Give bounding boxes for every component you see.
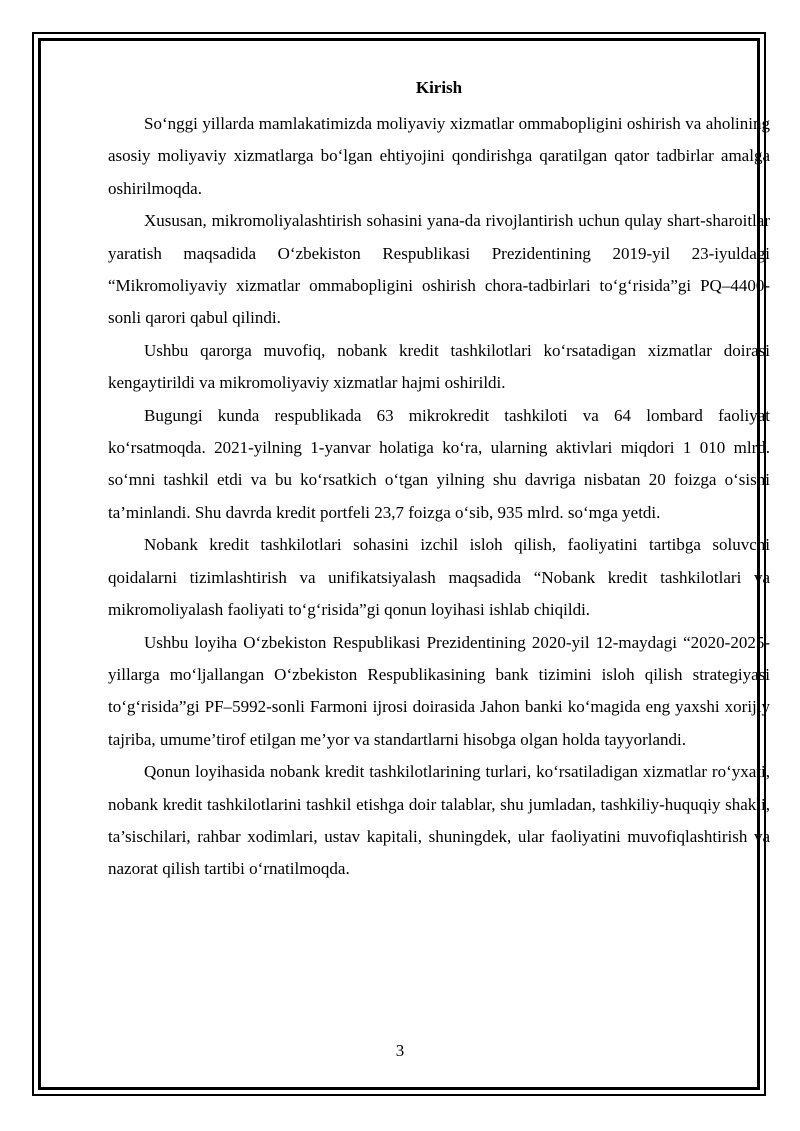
paragraph-5: Nobank kredit tashkilotlari sohasini izchil isloh qilish, faoliyatini tartibga soluvchi qoidalarni tizimlashtirish va unifikatsiyalash maqsadida “Nobank kredit tashkilotlari va mikromoliyalash faoliyati to‘g‘risida”gi qonun loyihasi ishlab chiqildi. <box>108 535 770 620</box>
paragraph-7: Qonun loyihasida nobank kredit tashkilotlarining turlari, ko‘rsatiladigan xizmatlar ro‘yxati, nobank kredit tashkilotlarini tashkil etishga doir talablar, shu jumladan, tashkiliy-huquqiy shakli, ta’sischilari, rahbar xodimlari, ustav kapitali, shuningdek, ular faoliyatini muvofiqlashtirish va nazorat qilish tartibi o‘rnatilmoqda. <box>108 762 770 879</box>
paragraph-2: Xususan, mikromoliyalashtirish sohasini yana-da rivojlantirish uchun qulay shart-sharoitlar yaratish maqsadida O‘zbekiston Respublikasi Prezidentining 2019-yil 23-iyuldagi “Mikromoliyaviy xizmatlar ommabopligini oshirish chora-tadbirlari to‘g‘risida”gi PQ–4400-sonli qarori qabul qilindi. <box>108 211 770 328</box>
paragraph-1: So‘nggi yillarda mamlakatimizda moliyaviy xizmatlar ommabopligini oshirish va aholining asosiy moliyaviy xizmatlarga bo‘lgan ehtiyojini qondirishga qaratilgan qator tadbirlar amalga oshirilmoqda. <box>108 114 770 198</box>
paragraph-6: Ushbu loyiha O‘zbekiston Respublikasi Prezidentining 2020-yil 12-maydagi “2020-2025-yillarga mo‘ljallangan O‘zbekiston Respublikasining bank tizimini isloh qilish strategiyasi to‘g‘risida”gi PF–5992-sonli Farmoni ijrosi doirasida Jahon banki ko‘magida eng yaxshi xorijiy tajriba, umume’tirof etilgan me’yor va standartlarni hisobga olgan holda tayyorlandi. <box>108 632 770 749</box>
page-number: 3 <box>395 1041 405 1060</box>
paragraph-3: Ushbu qarorga muvofiq, nobank kredit tashkilotlari ko‘rsatadigan xizmatlar doirasi kengaytirildi va mikromoliyaviy xizmatlar hajmi oshirildi. <box>108 340 770 393</box>
paragraph-4: Bugungi kunda respublikada 63 mikrokredit tashkiloti va 64 lombard faoliyat ko‘rsatmoqda. 2021-yilning 1-yanvar holatiga ko‘ra, ularning aktivlari miqdori 1 010 mlrd. so‘mni tashkil etdi va bu ko‘rsatkich o‘tgan yilning shu davriga nisbatan 20 foizga o‘sishi ta’minlandi. Shu davrda kredit portfeli 23,7 foizga o‘sib, 935 mlrd. so‘mga yetdi. <box>108 405 770 522</box>
document-text-block <box>108 76 770 886</box>
page-title: Kirish <box>415 78 463 97</box>
